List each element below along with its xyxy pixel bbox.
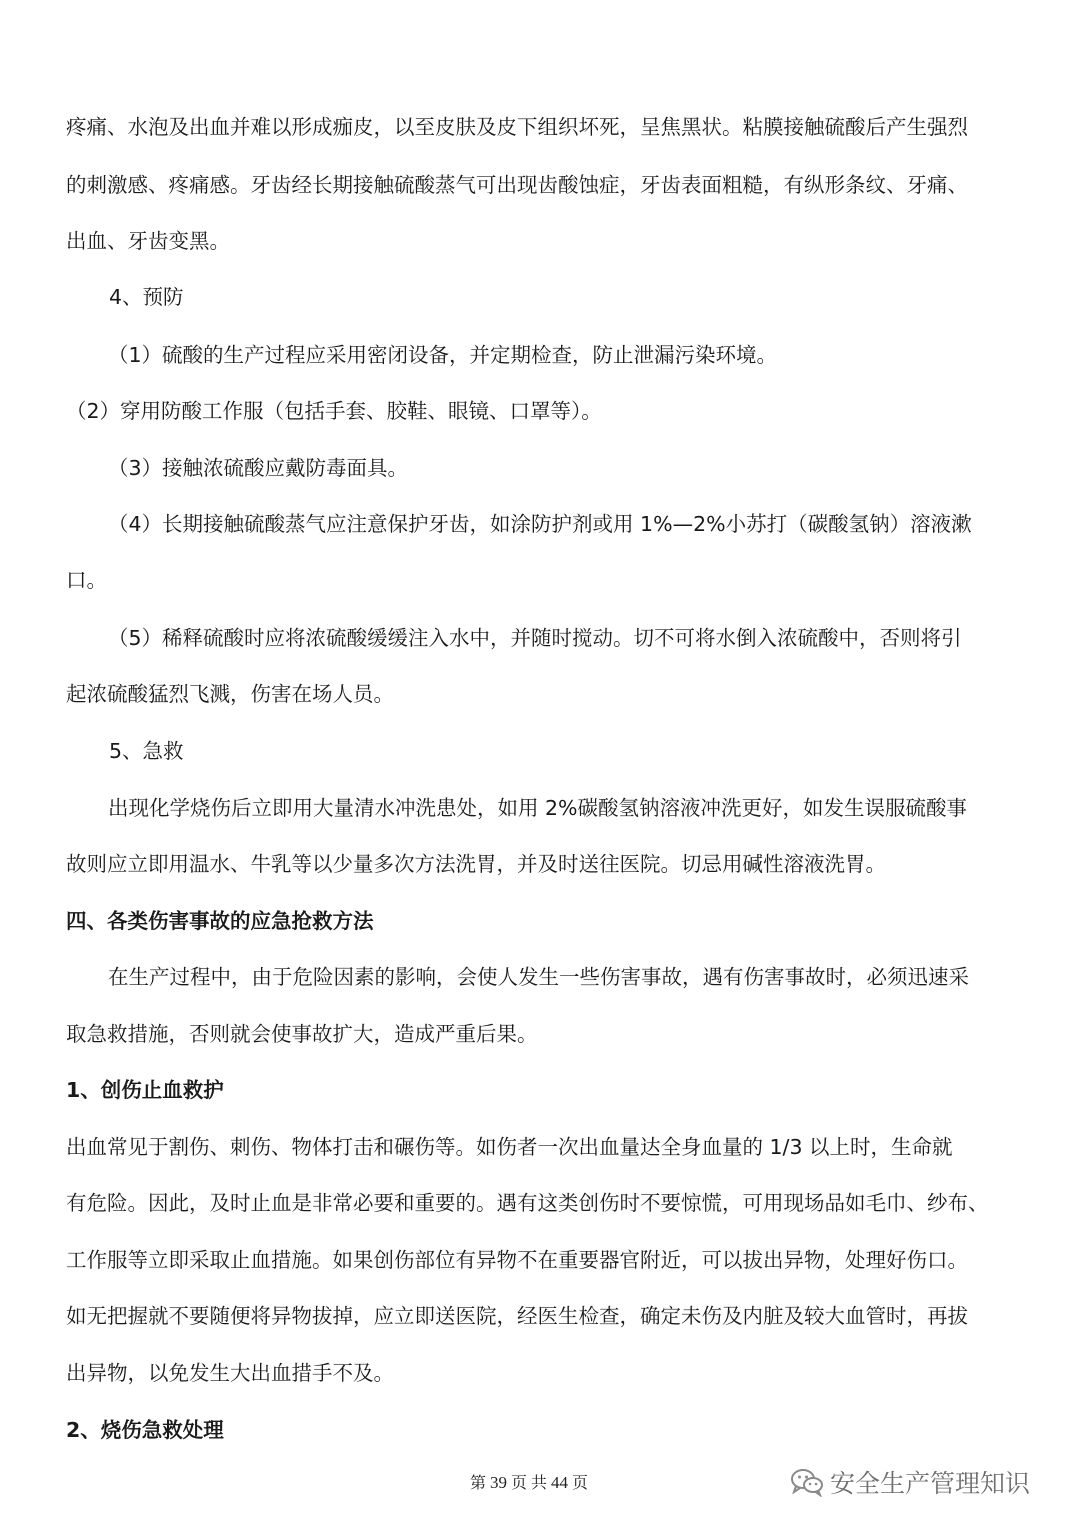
paragraph-line: 出现化学烧伤后立即用大量清水冲洗患处，如用 2%碳酸氢钠溶液冲洗更好，如发生误服硫酸事	[108, 796, 968, 820]
footer-prefix: 第	[470, 1475, 487, 1492]
text-line: 的刺激感、疼痛感。牙齿经长期接触硫酸蒸气可出现齿酸蚀症，牙齿表面粗糙，有纵形条纹、牙痛、	[66, 173, 968, 197]
page-footer	[470, 1470, 588, 1493]
text-line: 工作服等立即采取止血措施。如果创伤部位有异物不在重要器官附近，可以拔出异物，处理好伤口。	[66, 1248, 968, 1272]
list-item: （4）长期接触硫酸蒸气应注意保护牙齿，如涂防护剂或用 1%—2%小苏打（碳酸氢钠）溶液漱	[108, 512, 972, 536]
paragraph-line: 出血常见于割伤、刺伤、物体打击和碾伤等。如伤者一次出血量达全身血量的 1/3 以上时，生命就	[66, 1135, 953, 1159]
footer-suffix: 页	[572, 1475, 589, 1492]
section-heading-first-aid: 5、急救	[109, 739, 184, 763]
text-line: 如无把握就不要随便将异物拔掉，应立即送医院，经医生检查，确定未伤及内脏及较大血管时，再拔	[66, 1304, 968, 1328]
subsection-heading-bleeding: 1、创伤止血救护	[66, 1078, 224, 1102]
text-line: 有危险。因此，及时止血是非常必要和重要的。遇有这类创伤时不要惊慌，可用现场品如毛巾、纱布、	[66, 1191, 989, 1215]
wechat-icon	[790, 1467, 824, 1497]
list-item: （2）穿用防酸工作服（包括手套、胶鞋、眼镜、口罩等）。	[66, 399, 602, 423]
chapter-heading: 四、各类伤害事故的应急抢救方法	[66, 909, 374, 933]
text-line: 疼痛、水泡及出血并难以形成痂皮，以至皮肤及皮下组织坏死，呈焦黑状。粘膜接触硫酸后产生强烈	[66, 115, 968, 139]
total-pages: 44	[551, 1473, 569, 1492]
text-line: 出异物，以免发生大出血措手不及。	[66, 1361, 394, 1385]
watermark-text: 安全生产管理知识	[830, 1469, 1031, 1498]
text-line: 取急救措施，否则就会使事故扩大，造成严重后果。	[66, 1022, 538, 1046]
footer-middle: 页 共	[511, 1475, 548, 1492]
page-number: 39	[490, 1473, 508, 1492]
text-line: 口。	[66, 568, 107, 592]
list-item: （1）硫酸的生产过程应采用密闭设备，并定期检查，防止泄漏污染环境。	[108, 343, 778, 367]
text-line: 起浓硫酸猛烈飞溅，伤害在场人员。	[66, 682, 394, 706]
watermark	[790, 1462, 1060, 1502]
text-line: 故则应立即用温水、牛乳等以少量多次方法洗胃，并及时送往医院。切忌用碱性溶液洗胃。	[66, 852, 886, 876]
text-line: 出血、牙齿变黑。	[66, 229, 230, 253]
subsection-heading-burns: 2、烧伤急救处理	[66, 1418, 224, 1442]
list-item: （3）接触浓硫酸应戴防毒面具。	[108, 456, 409, 480]
paragraph-line: 在生产过程中，由于危险因素的影响，会使人发生一些伤害事故，遇有伤害事故时，必须迅速采	[108, 965, 969, 989]
list-item: （5）稀释硫酸时应将浓硫酸缓缓注入水中，并随时搅动。切不可将水倒入浓硫酸中，否则将引	[108, 626, 962, 650]
section-heading-prevention: 4、预防	[109, 285, 184, 309]
